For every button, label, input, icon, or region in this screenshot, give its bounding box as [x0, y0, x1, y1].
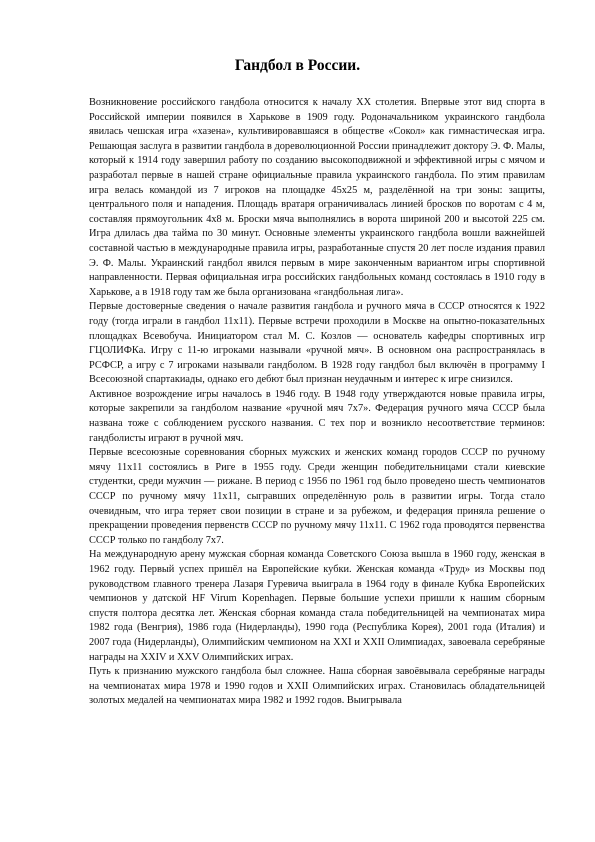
document-body	[89, 96, 545, 709]
paragraph-international-arena: На международную арену мужская сборная команда Советского Союза вышла в 1960 году, женская в 1962 году. Первый успех пришёл на Европейские кубки. Женская команда «Труд» из Москвы под руководством главного тренера Лазаря Гуревича выиграла в 1964 году в финале Кубка Европейских чемпионов у датской HF Virum Kopenhagen. Первые большие успехи пришли к нашим сборным спустя полтора десятка лет. Женская сборная команда стала победительницей на чемпионатах мира 1982 года (Венгрия), 1986 года (Нидерланды), 1990 года (Республика Корея), 2001 года (Италия) и 2007 года (Нидерланды), Олимпийским чемпионом на XXI и XXII Олимпиадах, завоевала серебряные награды на XXIV и XXV Олимпийских играх.	[89, 549, 545, 663]
document-title: Гандбол в России.	[234, 57, 361, 74]
paragraph-first-competitions: Первые всесоюзные соревнования сборных мужских и женских команд городов СССР по ручному мячу 11х11 состоялись в Риге в 1955 году. Среди женщин победительницами стали киевские студентки, среди мужчин — рижане. В период с 1956 по 1961 год было проведено шесть чемпионатов СССР по ручному мячу 11х11, сыгравших определённую роль в развитии игры. Тогда стало очевидным, что игра теряет свои позиции в стране и за рубежом, и федерация приняла решение о прекращении проведения первенств СССР по ручному мячу 11х11. С 1962 года проводятся первенства СССР только по гандболу 7х7.	[89, 447, 545, 546]
paragraph-ussr-beginnings: Первые достоверные сведения о начале развития гандбола и ручного мяча в СССР относятся к 1922 году (тогда играли в гандбол 11х11). Первые встречи проходили в Москве на опытно-показательных площадках Всевобуча. Инициатором стал М. С. Козлов — основатель кафедры спортивных игр ГЦОЛИФКа. Игру с 11-ю игроками называли «ручной мяч». В основном она распространялась в РСФСР, а игру с 7 игроками называли гандболом. В 1928 году гандбол был включён в программу I Всесоюзной спартакиады, однако его дебют был признан неудачным и интерес к игре снизился.	[89, 301, 545, 386]
paragraph-revival: Активное возрождение игры началось в 1946 году. В 1948 году утверждаются новые правила игры, которые закрепили за гандболом название «ручной мяч 7х7». Федерация ручного мяча СССР была названа тоже с соблюдением русского названия. С тех пор и возникло несоответствие терминов: гандболисты играют в ручной мяч.	[89, 388, 545, 444]
paragraph-origins: Возникновение российского гандбола относится к началу XX столетия. Впервые этот вид спорта в Российской империи появился в Харькове в 1909 году. Родоначальником украинского гандбола явилась чешская игра «хазена», культивировавшаяся в обществе «Сокол» как гимнастическая игра. Решающая заслуга в развитии гандбола в дореволюционной России принадлежит доктору Э. Ф. Малы, который к 1914 году завершил работу по созданию высокоподвижной и эффективной игры с мячом и разработал первые в нашей стране официальные правила украинского гандбола. По этим правилам игра велась командой из 7 игроков на площадке 45х25 м, разделённой на три зоны: защиты, центрального поля и нападения. Площадь вратаря ограничивалась линией бросков по воротам с 4 м, составляя прямоугольник 4х8 м. Броски мяча выполнялись в ворота шириной 200 и высотой 225 см. Игра длилась два тайма по 30 минут. Основные элементы украинского гандбола вошли важнейшей составной частью в международные правила игры, разработанные спустя 20 лет после издания правил Э. Ф. Малы. Украинский гандбол явился первым в мире законченным вариантом игры спортивной направленности. Первая официальная игра российских гандбольных команд состоялась в 1910 году в Харькове, а в 1918 году там же была организована «гандбольная лига».	[89, 97, 545, 298]
paragraph-mens-handball: Путь к признанию мужского гандбола был сложнее. Наша сборная завоёвывала серебряные награды на чемпионатах мира 1978 и 1990 годов и XXII Олимпийских играх. Становилась обладательницей золотых медалей на чемпионатах мира 1982 и 1992 годов. Выигрывала	[89, 666, 545, 707]
